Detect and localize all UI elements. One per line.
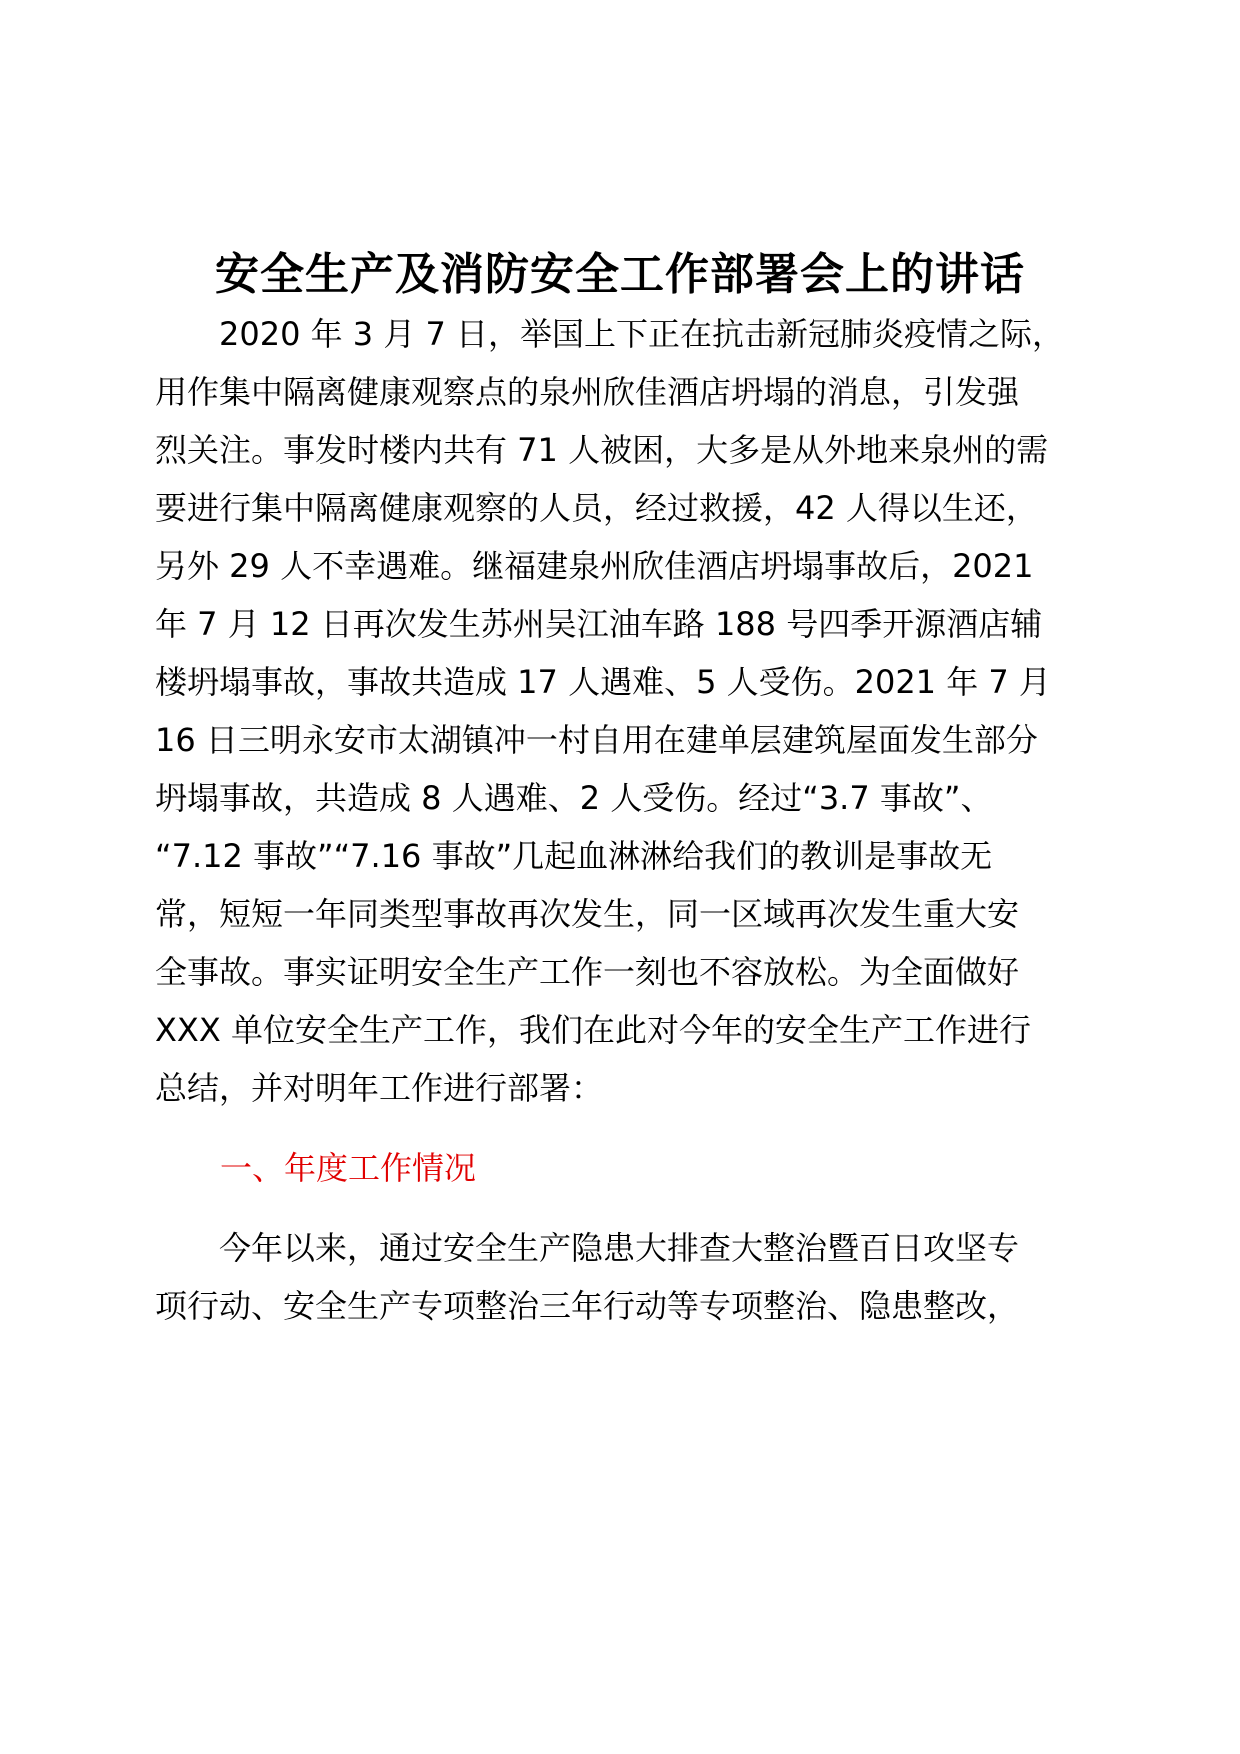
paragraph-line: 年 7 月 12 日再次发生苏州吴江油车路 188 号四季开源酒店辅 — [155, 605, 1043, 643]
paragraph-line: 全事故。事实证明安全生产工作一刻也不容放松。为全面做好 — [155, 953, 1020, 991]
paragraph-line: XXX 单位安全生产工作，我们在此对今年的安全生产工作进行 — [155, 1011, 1031, 1049]
paragraph-line: 16 日三明永安市太湖镇冲一村自用在建单层建筑屋面发生部分 — [155, 721, 1038, 759]
paragraph-line: “7.12 事故”“7.16 事故”几起血淋淋给我们的教训是事故无 — [155, 837, 993, 875]
section-heading: 一、年度工作情况 — [220, 1149, 477, 1187]
paragraph-line: 坍塌事故，共造成 8 人遇难、2 人受伤。经过“3.7 事故”、 — [155, 779, 993, 817]
paragraph-line: 总结，并对明年工作进行部署： — [155, 1069, 604, 1107]
paragraph-line: 另外 29 人不幸遇难。继福建泉州欣佳酒店坍塌事故后，2021 — [155, 547, 1034, 585]
paragraph-line: 楼坍塌事故，事故共造成 17 人遇难、5 人受伤。2021 年 7 月 — [155, 663, 1051, 701]
paragraph-line: 烈关注。事发时楼内共有 71 人被困，大多是从外地来泉州的需 — [155, 431, 1049, 469]
paragraph-line: 项行动、安全生产专项整治三年行动等专项整治、隐患整改， — [155, 1287, 1020, 1325]
paragraph-line: 常，短短一年同类型事故再次发生，同一区域再次发生重大安 — [155, 895, 1020, 933]
paragraph-line: 要进行集中隔离健康观察的人员，经过救援，42 人得以生还， — [155, 489, 1038, 527]
paragraph-line: 用作集中隔离健康观察点的泉州欣佳酒店坍塌的消息，引发强 — [155, 373, 1020, 411]
paragraph-line: 2020 年 3 月 7 日，举国上下正在抗击新冠肺炎疫情之际， — [155, 315, 1065, 353]
paragraph-line: 今年以来，通过安全生产隐患大排查大整治暨百日攻坚专 — [155, 1229, 1020, 1267]
document-title: 安全生产及消防安全工作部署会上的讲话 — [215, 249, 1025, 300]
